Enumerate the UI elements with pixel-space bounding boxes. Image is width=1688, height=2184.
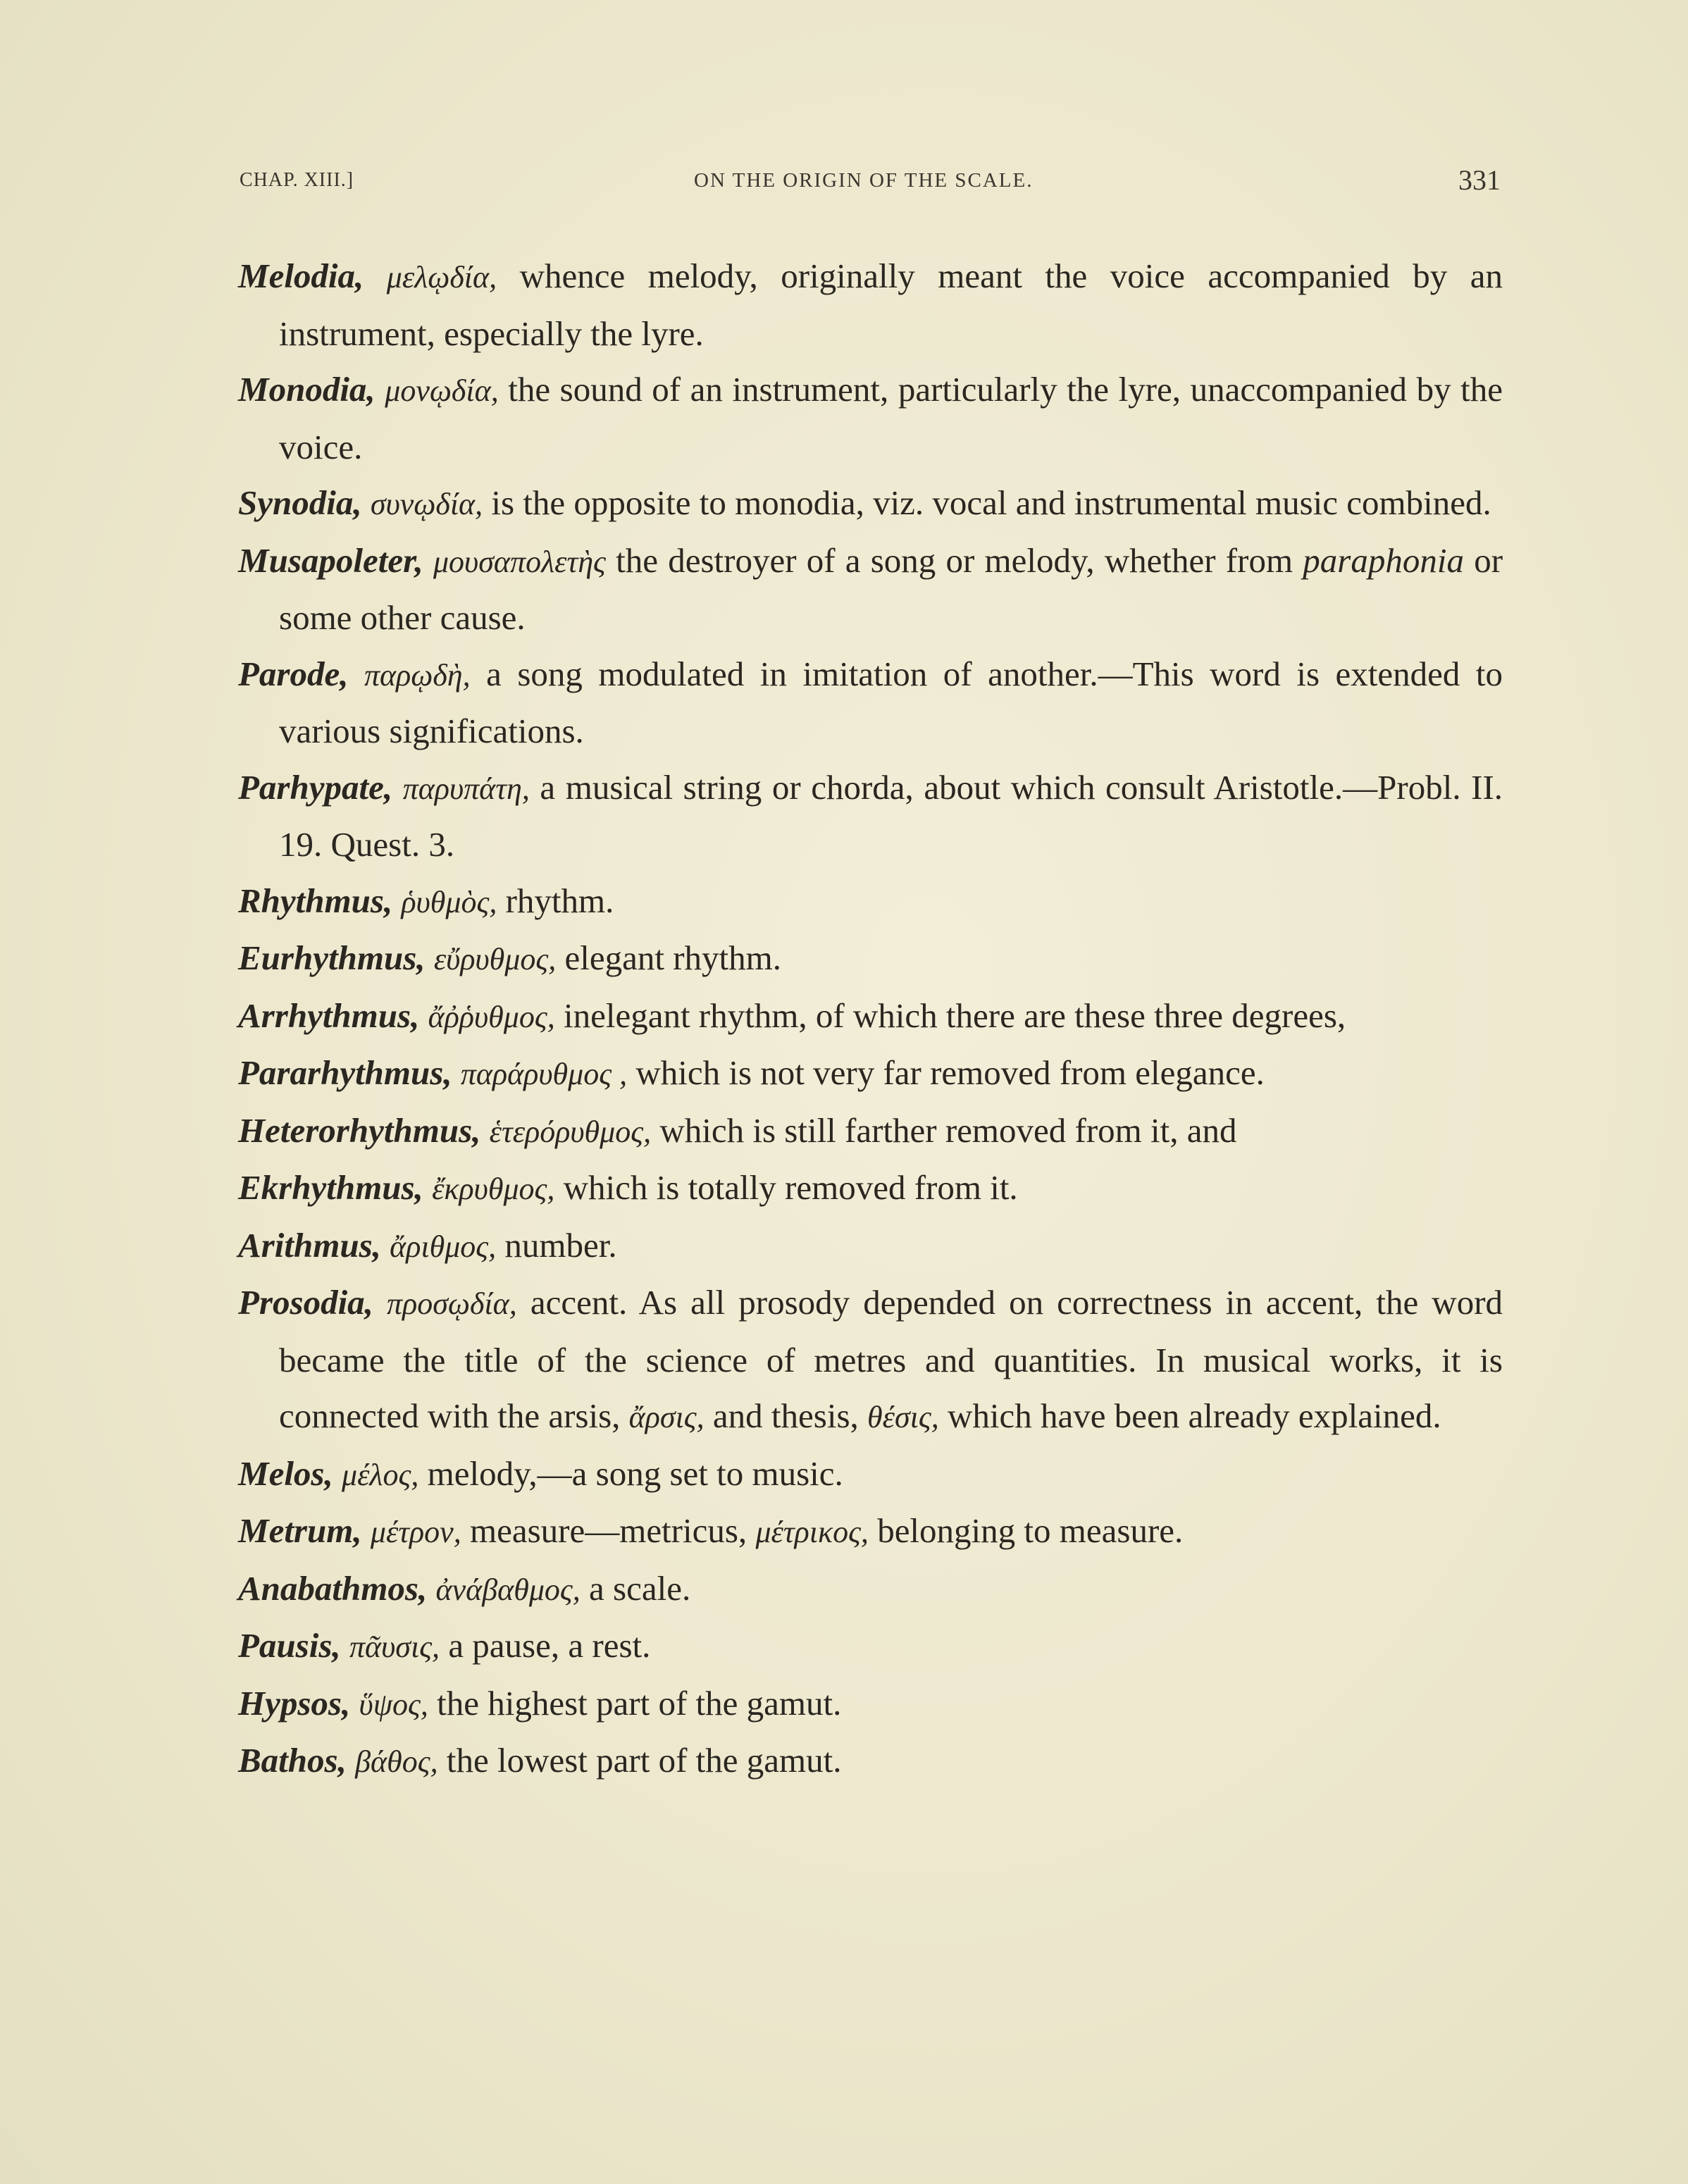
glossary-entry — [238, 1618, 1503, 1675]
glossary-entry — [238, 1675, 1503, 1733]
entry-definition: a pause, a rest. — [448, 1626, 651, 1665]
entry-term: Arithmus, — [238, 1225, 381, 1265]
glossary-entry — [238, 1217, 1503, 1275]
chapter-label: CHAP. XIII.] — [240, 169, 354, 191]
entry-definition: the lowest part of the gamut. — [446, 1741, 842, 1780]
entry-definition: measure—metricus, — [469, 1511, 747, 1550]
entry-definition: a song modulated in imitation of another.—This word is extended to various significations. — [279, 654, 1503, 750]
glossary-entry — [238, 533, 1503, 646]
entry-greek: εὔρυθμος, — [433, 942, 557, 976]
page-number: 331 — [1458, 164, 1501, 196]
entry-definition: a scale. — [589, 1568, 691, 1608]
entry-greek: παράρυθμος , — [460, 1057, 628, 1091]
glossary-entry — [238, 930, 1503, 988]
glossary-entry — [238, 1446, 1503, 1503]
entry-greek: μελῳδία, — [386, 260, 497, 294]
entry-greek: παρυπάτη, — [402, 771, 530, 806]
entry-term: Ekrhythmus, — [238, 1168, 423, 1207]
entry-greek-arsis: ἄρσις, — [628, 1400, 705, 1434]
entry-greek: μέτρον, — [370, 1515, 461, 1549]
entry-greek: προσῳδία, — [387, 1286, 517, 1321]
entry-definition: whence melody, originally meant the voice accompanied by an instrument, especially the lyre. — [279, 256, 1503, 353]
running-title: ON THE ORIGIN OF THE SCALE. — [694, 169, 1034, 192]
glossary-entry — [238, 361, 1503, 475]
entry-definition: number. — [504, 1225, 617, 1265]
entry-definition: a musical string or chorda, about which consult Aristotle.—Probl. II. 19. Quest. 3. — [279, 767, 1503, 864]
entry-greek: ἀνάβαθμος, — [435, 1572, 581, 1607]
entry-definition: the highest part of the gamut. — [437, 1683, 842, 1723]
entry-term: Prosodia, — [238, 1283, 373, 1322]
entry-definition-tail: or some other cause. — [279, 540, 1503, 637]
glossary-entries — [238, 248, 1503, 1790]
entry-term: Monodia, — [238, 370, 376, 409]
entry-term: Melos, — [238, 1453, 333, 1493]
entry-term: Parode, — [238, 654, 349, 693]
entry-term: Rhythmus, — [238, 881, 393, 920]
entry-definition-mid: and thesis, — [712, 1396, 859, 1435]
glossary-entry — [238, 873, 1503, 931]
entry-definition: is the opposite to monodia, viz. vocal and instrumental music combined. — [491, 483, 1491, 522]
entry-term: Melodia, — [238, 256, 364, 295]
entry-definition: rhythm. — [505, 881, 614, 920]
entry-definition: melody,—a song set to music. — [427, 1453, 843, 1493]
entry-definition-tail: which have been already explained. — [948, 1396, 1441, 1435]
entry-term: Pararhythmus, — [238, 1053, 452, 1092]
entry-greek: βάθος, — [355, 1744, 438, 1779]
entry-greek: ὕψος, — [359, 1687, 428, 1722]
entry-greek: ῥυθμὸς, — [401, 884, 497, 919]
entry-greek: ἑτερόρυθμος, — [489, 1114, 652, 1149]
glossary-entry — [238, 475, 1503, 533]
glossary-entry — [238, 1160, 1503, 1217]
entry-definition-tail: belonging to measure. — [877, 1511, 1184, 1550]
entry-term: Metrum, — [238, 1511, 362, 1550]
entry-greek: μουσαπολετὴς — [433, 544, 606, 579]
entry-greek: συνῳδία, — [370, 487, 483, 521]
entry-term: Anabathmos, — [238, 1568, 428, 1608]
entry-greek-metrikos: μέτρικος, — [755, 1515, 869, 1549]
entry-term: Eurhythmus, — [238, 938, 426, 977]
entry-greek: ἄῤῥυθμος, — [428, 999, 555, 1034]
glossary-entry — [238, 1274, 1503, 1446]
entry-definition-italic: paraphonia — [1303, 540, 1464, 580]
glossary-entry — [238, 248, 1503, 361]
entry-greek: πᾶυσις, — [349, 1630, 440, 1664]
glossary-entry — [238, 1561, 1503, 1618]
entry-term: Parhypate, — [238, 767, 393, 807]
glossary-entry — [238, 1103, 1503, 1160]
entry-greek: μονῳδία, — [385, 373, 499, 408]
entry-term: Heterorhythmus, — [238, 1110, 481, 1150]
entry-definition: which is not very far removed from elegance. — [635, 1053, 1265, 1092]
entry-term: Arrhythmus, — [238, 995, 420, 1035]
entry-definition: elegant rhythm. — [564, 938, 781, 977]
entry-term: Bathos, — [238, 1741, 347, 1780]
glossary-entry — [238, 988, 1503, 1046]
entry-definition: which is totally removed from it. — [563, 1168, 1018, 1207]
running-header — [240, 163, 1501, 206]
glossary-entry — [238, 759, 1503, 873]
entry-greek: ἔκρυθμος, — [432, 1172, 555, 1206]
glossary-entry — [238, 1045, 1503, 1103]
entry-definition: inelegant rhythm, of which there are these three degrees, — [563, 995, 1346, 1035]
entry-greek: ἄριθμος, — [390, 1229, 497, 1264]
entry-term: Hypsos, — [238, 1683, 351, 1723]
entry-greek-thesis: θέσις, — [867, 1400, 939, 1434]
glossary-entry — [238, 646, 1503, 759]
entry-term: Musapoleter, — [238, 540, 423, 580]
entry-definition: which is still farther removed from it, and — [659, 1110, 1237, 1150]
entry-term: Synodia, — [238, 483, 362, 522]
entry-definition: the sound of an instrument, particularly the lyre, unaccompanied by the voice. — [279, 370, 1503, 466]
glossary-entry — [238, 1503, 1503, 1561]
entry-term: Pausis, — [238, 1626, 341, 1665]
glossary-entry — [238, 1732, 1503, 1790]
entry-definition: the destroyer of a song or melody, whether from — [616, 540, 1293, 580]
entry-definition: accent. As all prosody depended on correctness in accent, the word became the title of the science of metres and quantities. In musical works, it is connected with the arsis, — [279, 1283, 1503, 1435]
entry-greek: παρῳδὴ, — [364, 657, 471, 693]
entry-greek: μέλος, — [342, 1457, 419, 1492]
